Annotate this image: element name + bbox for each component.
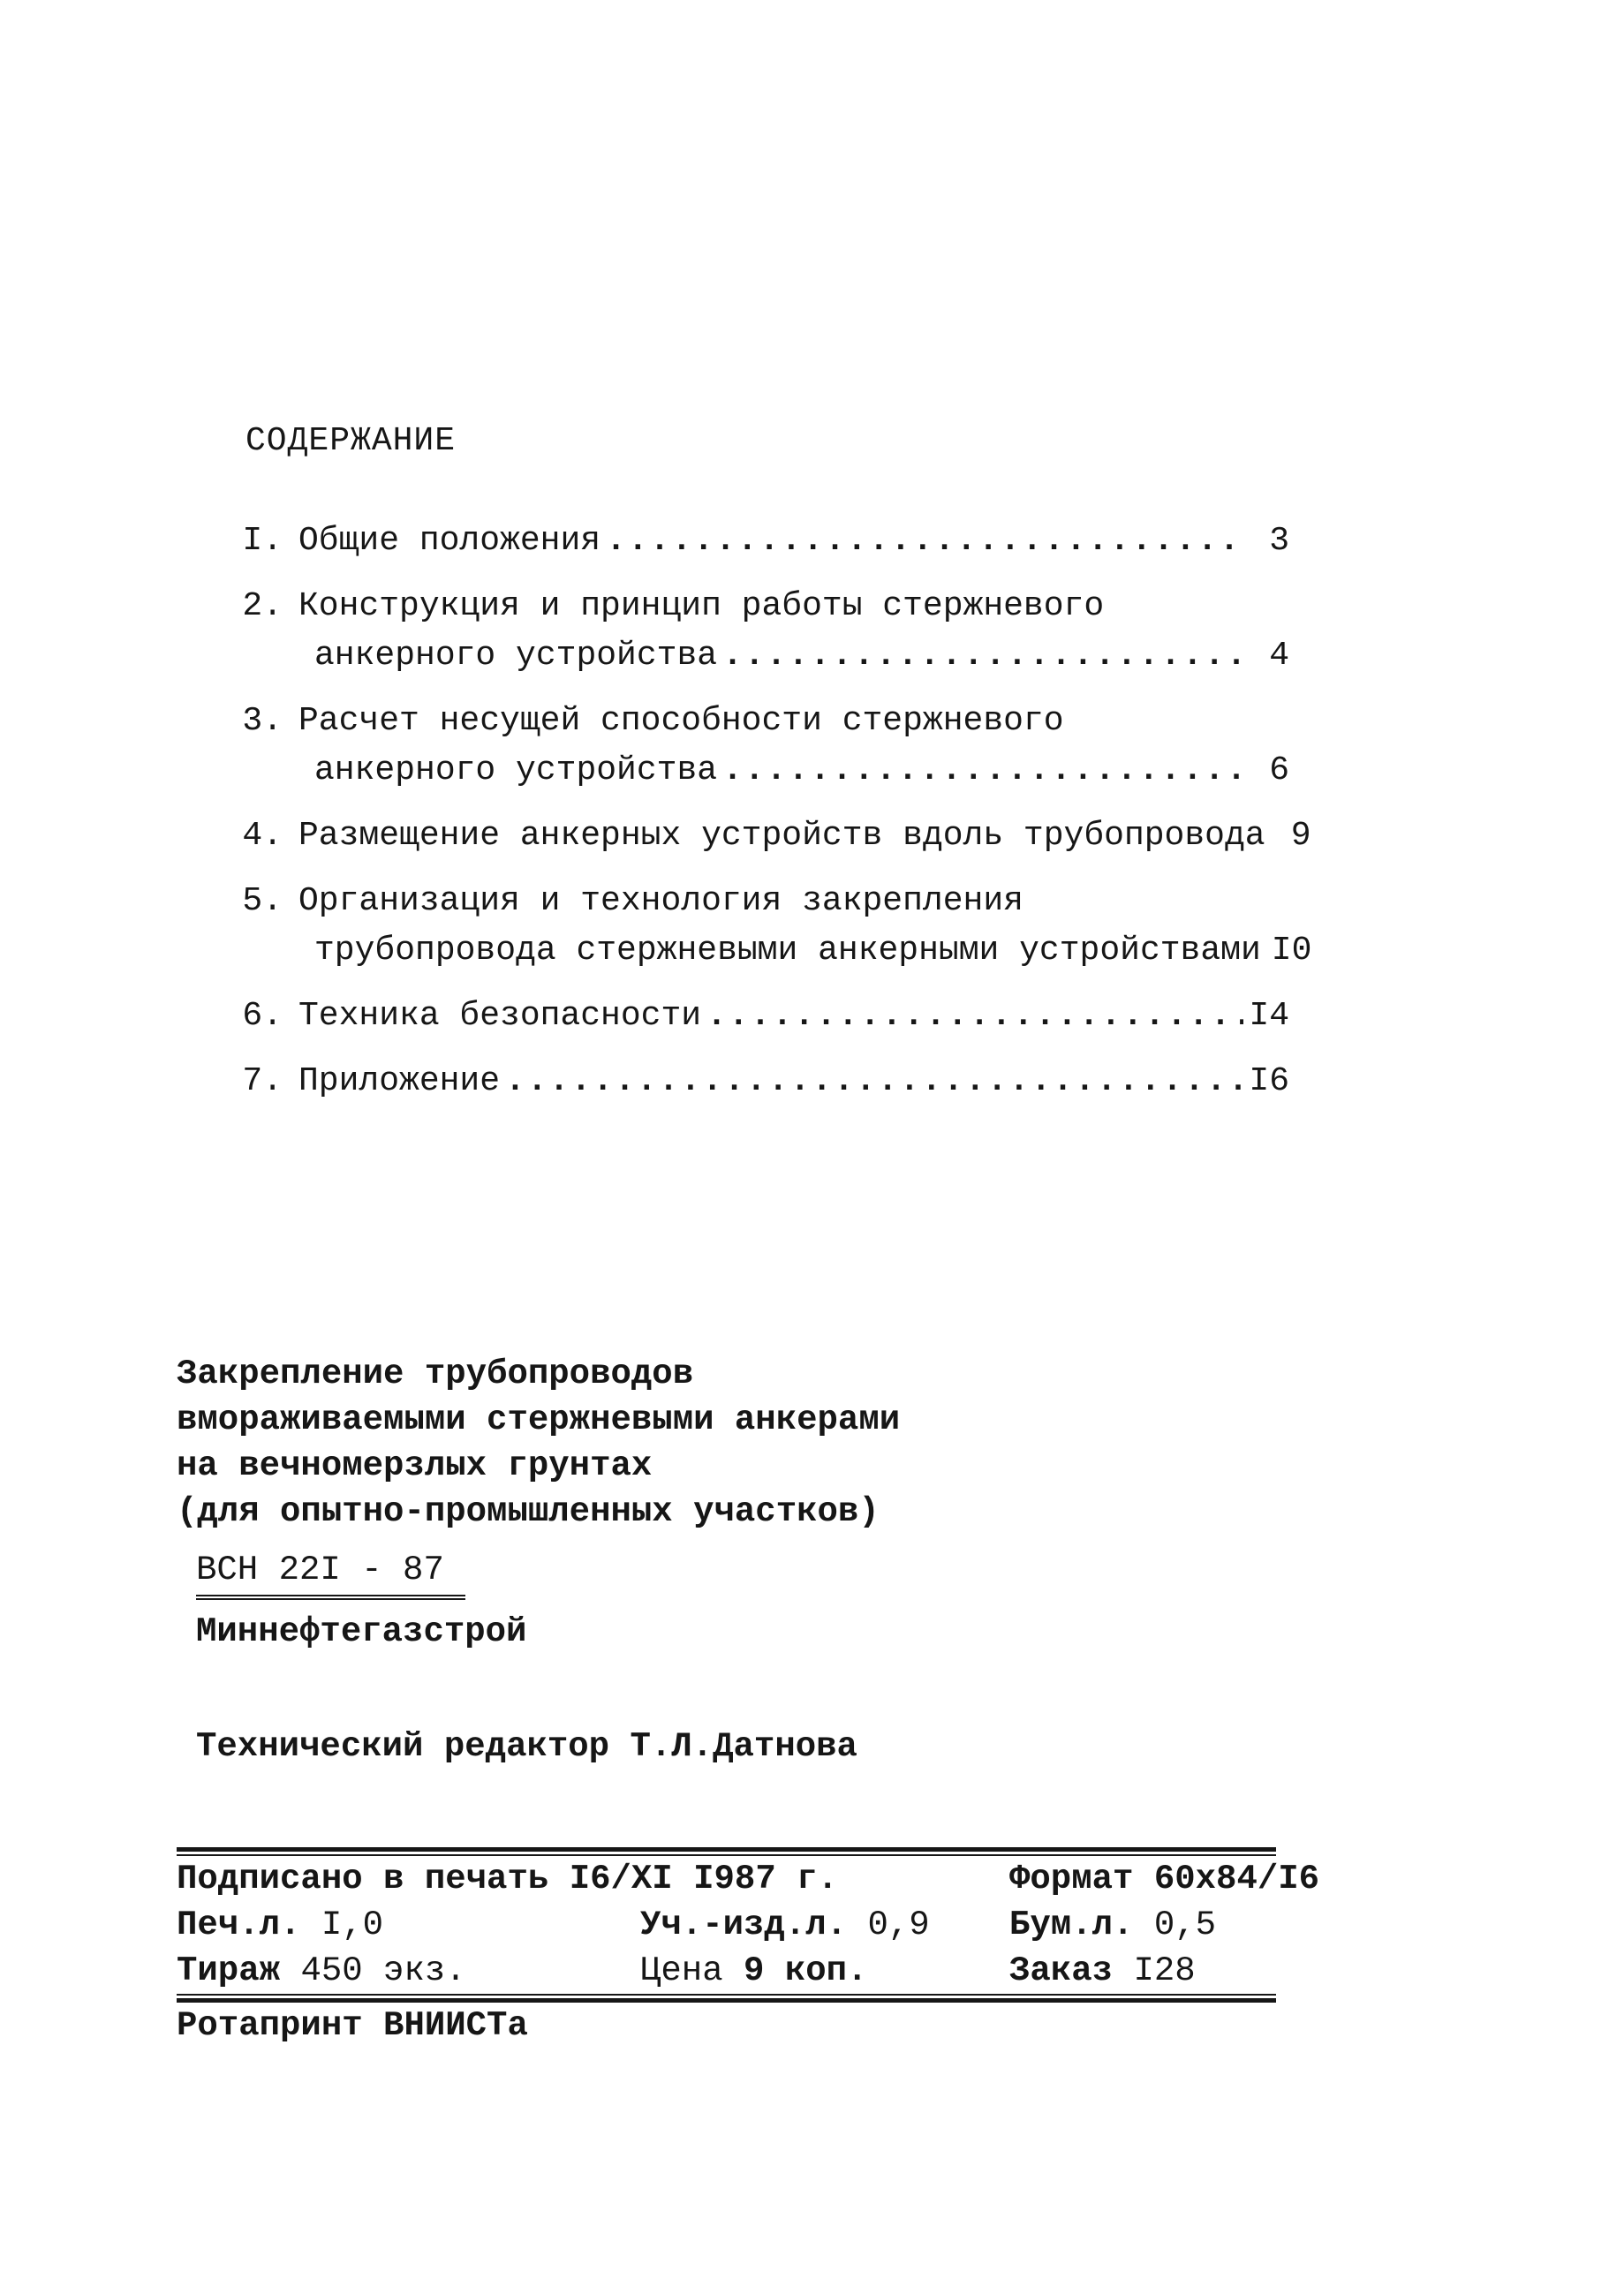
signed-label: Подписано в печать [177, 1860, 549, 1898]
imprint-block [177, 1351, 900, 1771]
table-of-contents [221, 517, 1312, 1122]
format-value: 60х84/I6 [1153, 1860, 1320, 1898]
toc-leader-dots [722, 631, 1249, 681]
toc-text: Приложение [298, 1062, 501, 1100]
order-value: I28 [1133, 1951, 1196, 1990]
toc-page-number: 4 [1269, 637, 1289, 675]
pechl-label: Печ.л. [177, 1905, 301, 1944]
document-code: ВСН 22I - 87 [196, 1545, 465, 1600]
toc-number: I. [242, 522, 283, 560]
toc-text: анкерного устройства [314, 637, 718, 675]
top-rule [177, 1847, 1276, 1856]
toc-page-number: I4 [1249, 997, 1289, 1035]
price-label: Цена [640, 1951, 723, 1990]
toc-entry [221, 517, 1289, 566]
title-line: Закрепление трубопроводов [177, 1355, 694, 1393]
toc-entry [221, 582, 1289, 681]
toc-leader-dots [706, 992, 1243, 1041]
toc-entry [221, 811, 1311, 861]
toc-page-number: I0 [1271, 932, 1312, 970]
title-line: вмораживаемыми стержневыми анкерами [177, 1400, 901, 1439]
toc-leader-dots [606, 517, 1249, 566]
toc-text: трубопровода стержневыми анкерными устройствами [314, 932, 1261, 970]
toc-entry [221, 992, 1289, 1041]
uchizd-label: Уч.-изд.л. [640, 1905, 848, 1944]
pub-row [177, 1902, 1276, 1948]
editor-label: Технический [196, 1727, 424, 1766]
tirazh-value: 450 экз. [300, 1951, 466, 1990]
tirazh-label: Тираж [177, 1951, 281, 1990]
toc-text: Конструкция и принцип работы стержневого [298, 587, 1105, 625]
toc-page-number: 6 [1269, 751, 1289, 789]
toc-text: Размещение анкерных устройств вдоль трубопровода [298, 817, 1265, 855]
pub-row [177, 1948, 1276, 1994]
toc-page-number: 3 [1269, 522, 1289, 560]
toc-title: СОДЕРЖАНИЕ [245, 422, 457, 460]
toc-number: 3. [242, 702, 283, 740]
toc-number: 5. [242, 882, 283, 920]
toc-leader-dots [722, 746, 1249, 796]
title-line: (для опытно-промышленных участков) [177, 1492, 880, 1531]
toc-leader-dots [505, 1057, 1243, 1106]
uchizd-value: 0,9 [867, 1905, 930, 1944]
pub-row [177, 1856, 1320, 1902]
document-title [177, 1351, 900, 1535]
buml-value: 0,5 [1153, 1905, 1217, 1944]
buml-label: Бум.л. [1009, 1905, 1134, 1944]
toc-number: 6. [242, 997, 283, 1035]
editor-name: редактор Т.Л.Датнова [443, 1727, 857, 1766]
format-label: Формат [1009, 1860, 1134, 1898]
technical-editor [196, 1722, 900, 1771]
pechl-value: I,0 [321, 1905, 384, 1944]
toc-entry [221, 697, 1289, 796]
order-label: Заказ [1009, 1951, 1114, 1990]
toc-text: анкерного устройства [314, 751, 718, 789]
price-value: 9 коп. [744, 1951, 868, 1990]
toc-page-number: 9 [1290, 817, 1311, 855]
signed-date: I6/XI I987 г. [569, 1860, 838, 1898]
toc-number: 2. [242, 587, 283, 625]
ministry: Миннефтегазстрой [196, 1612, 527, 1651]
toc-number: 7. [242, 1062, 283, 1100]
title-line: на вечномерзлых грунтах [177, 1446, 653, 1485]
toc-page-number: I6 [1249, 1062, 1289, 1100]
toc-text: Техника безопасности [298, 997, 702, 1035]
toc-entry [221, 1057, 1289, 1106]
toc-entry [221, 877, 1312, 976]
toc-number: 4. [242, 817, 283, 855]
toc-text: Организация и технология закрепления [298, 882, 1023, 920]
publication-details [177, 1847, 1320, 2003]
toc-text: Общие положения [298, 522, 601, 560]
printer-name: Ротапринт ВНИИСТа [177, 2006, 528, 2045]
toc-text: Расчет несущей способности стержневого [298, 702, 1064, 740]
